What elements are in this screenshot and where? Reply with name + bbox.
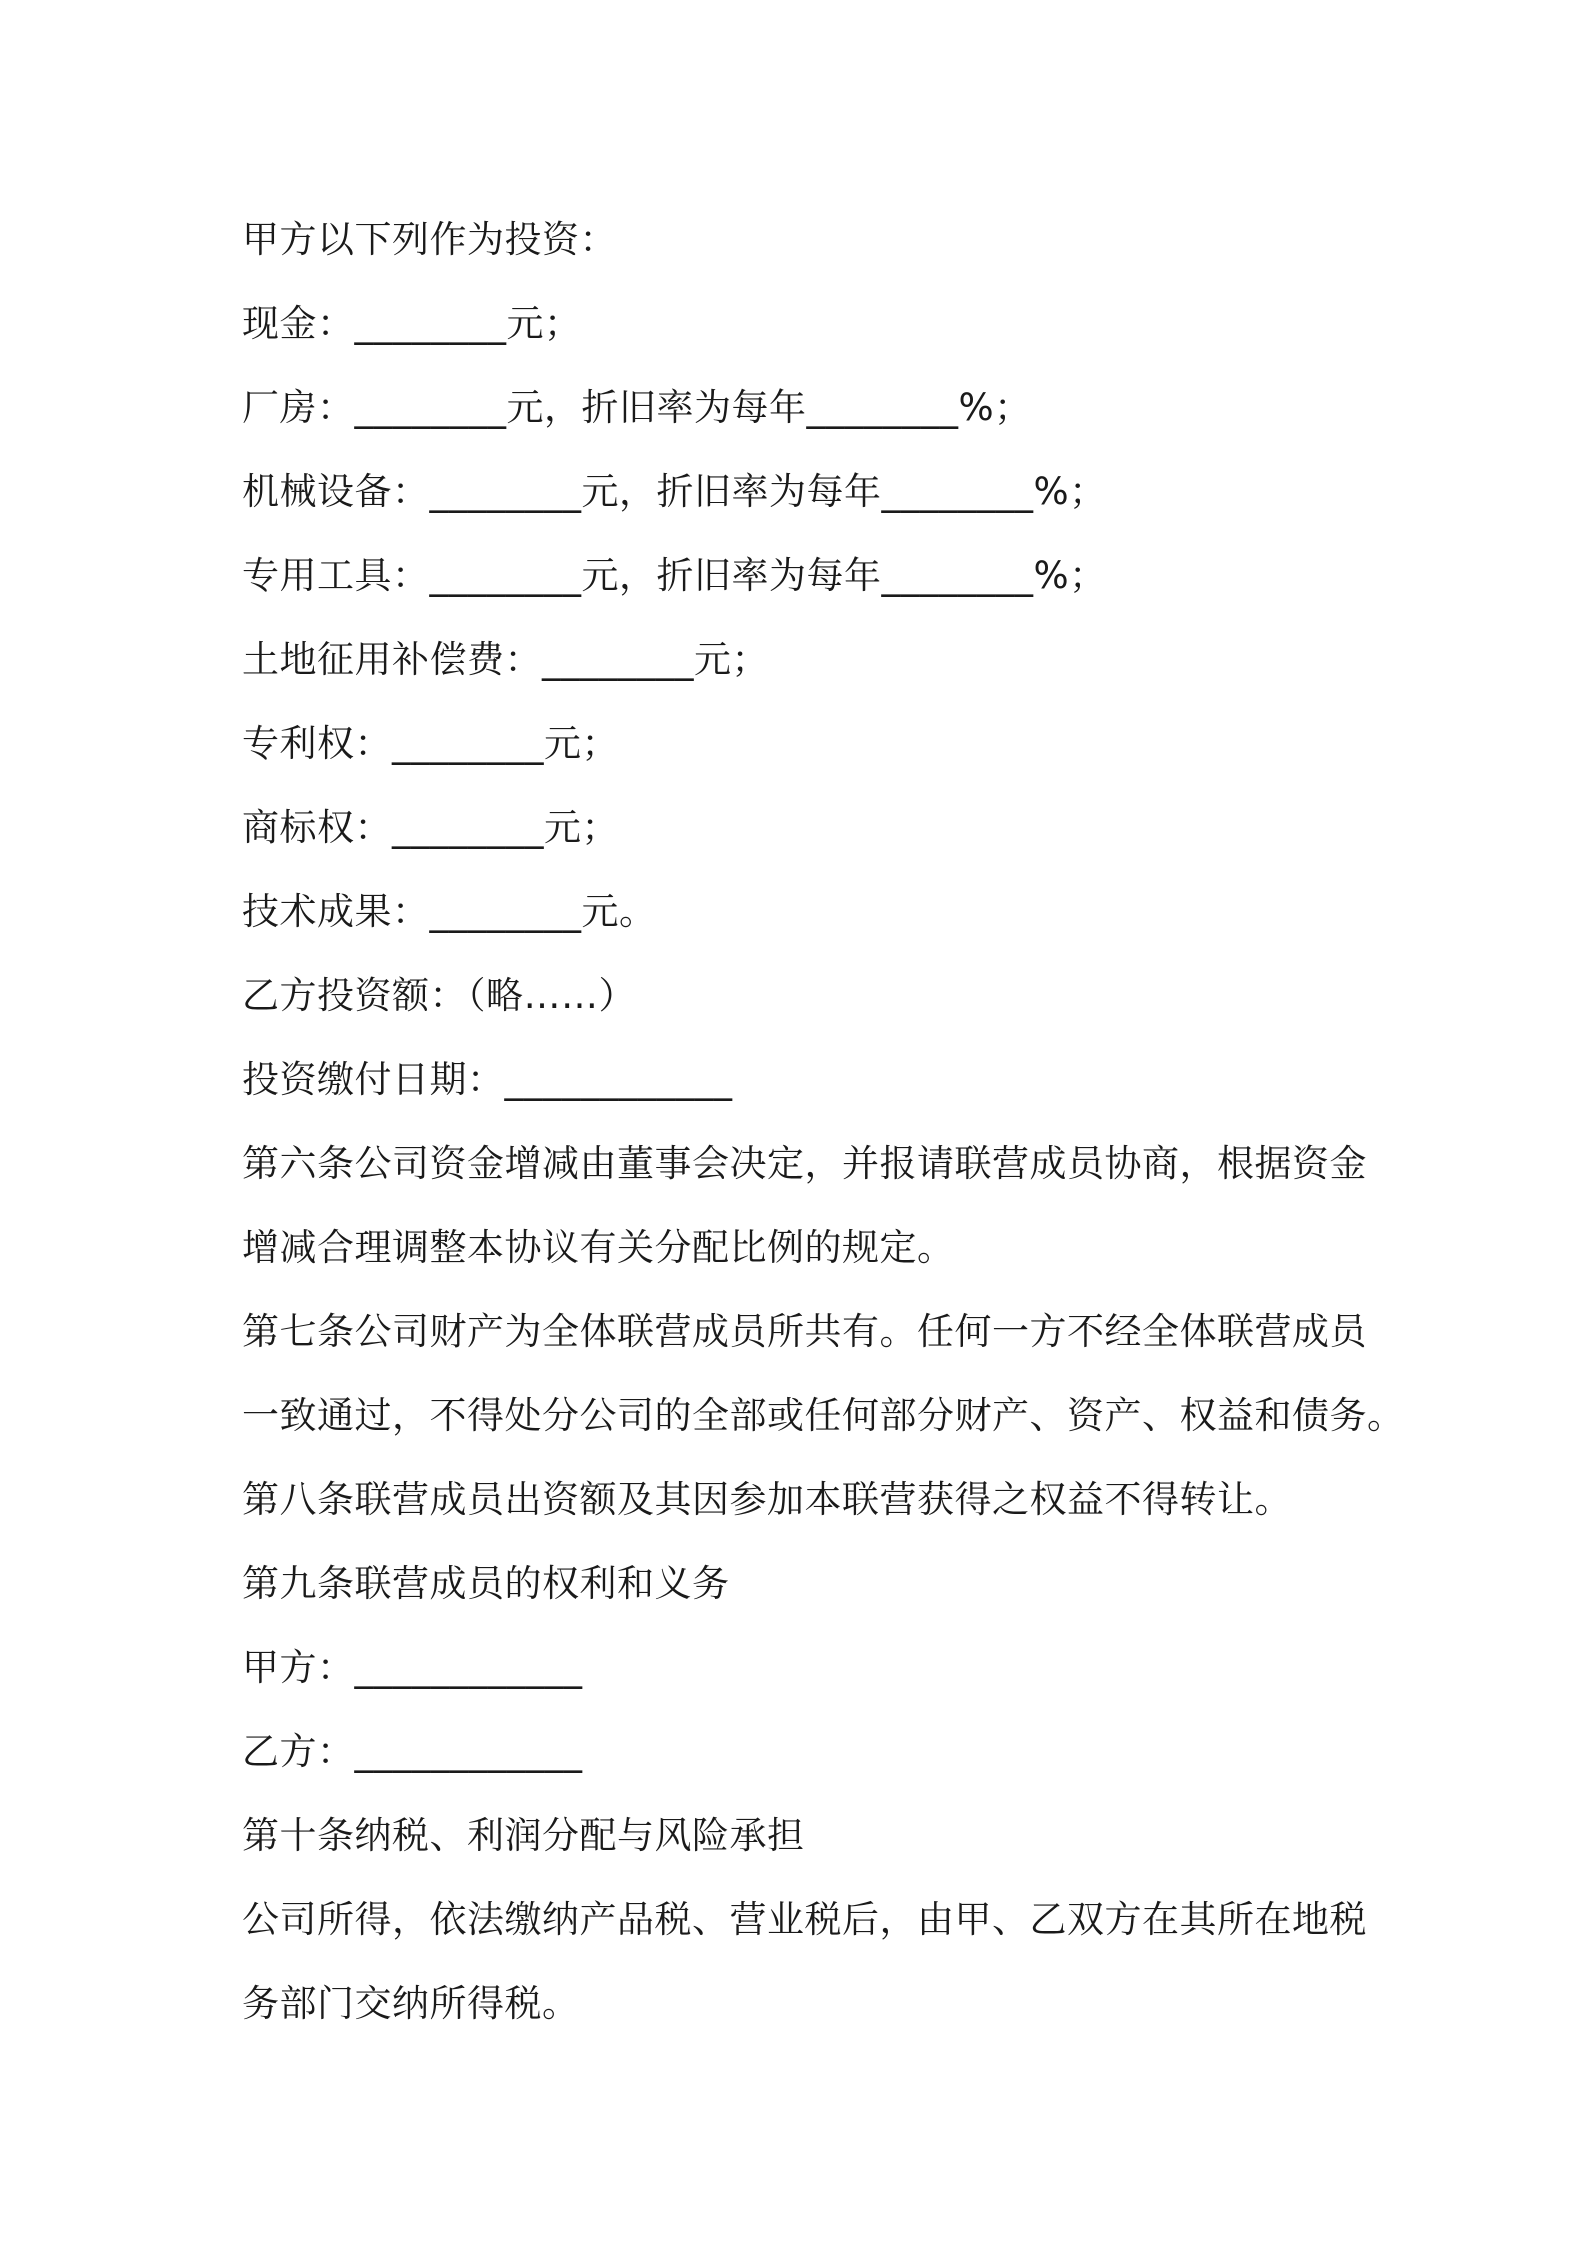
paragraph-party-b-investment: 乙方投资额：（略……）	[242, 974, 636, 1017]
paragraph-special-tools: 专用工具：________元，折旧率为每年________%；	[242, 554, 1107, 597]
article-9-heading: 第九条联营成员的权利和义务	[242, 1562, 730, 1605]
paragraph-land-compensation: 土地征用补偿费：________元；	[242, 638, 769, 681]
paragraph-payment-date: 投资缴付日期：____________	[242, 1058, 733, 1101]
paragraph-factory: 厂房：________元，折旧率为每年________%；	[242, 386, 1032, 429]
paragraph-trademark: 商标权：________元；	[242, 806, 619, 849]
article-6-line-1: 第六条公司资金增减由董事会决定，并报请联营成员协商，根据资金	[242, 1142, 1367, 1185]
paragraph-party-a: 甲方：____________	[242, 1646, 583, 1689]
article-10-line-2: 务部门交纳所得税。	[242, 1982, 580, 2025]
article-10-heading: 第十条纳税、利润分配与风险承担	[242, 1814, 805, 1857]
paragraph-machinery: 机械设备：________元，折旧率为每年________%；	[242, 470, 1107, 513]
document-body	[242, 198, 1405, 2046]
paragraph-investment-intro: 甲方以下列作为投资：	[242, 218, 617, 261]
paragraph-party-b: 乙方：____________	[242, 1730, 583, 1773]
article-10-line-1: 公司所得，依法缴纳产品税、营业税后，由甲、乙双方在其所在地税	[242, 1898, 1367, 1941]
paragraph-tech-results: 技术成果：________元。	[242, 890, 657, 933]
paragraph-patent: 专利权：________元；	[242, 722, 619, 765]
paragraph-cash: 现金：________元；	[242, 302, 582, 345]
article-7-line-2: 一致通过，不得处分公司的全部或任何部分财产、资产、权益和债务。	[242, 1394, 1405, 1437]
article-7-line-1: 第七条公司财产为全体联营成员所共有。任何一方不经全体联营成员	[242, 1310, 1367, 1353]
article-8: 第八条联营成员出资额及其因参加本联营获得之权益不得转让。	[242, 1478, 1292, 1521]
article-6-line-2: 增减合理调整本协议有关分配比例的规定。	[242, 1226, 955, 1269]
